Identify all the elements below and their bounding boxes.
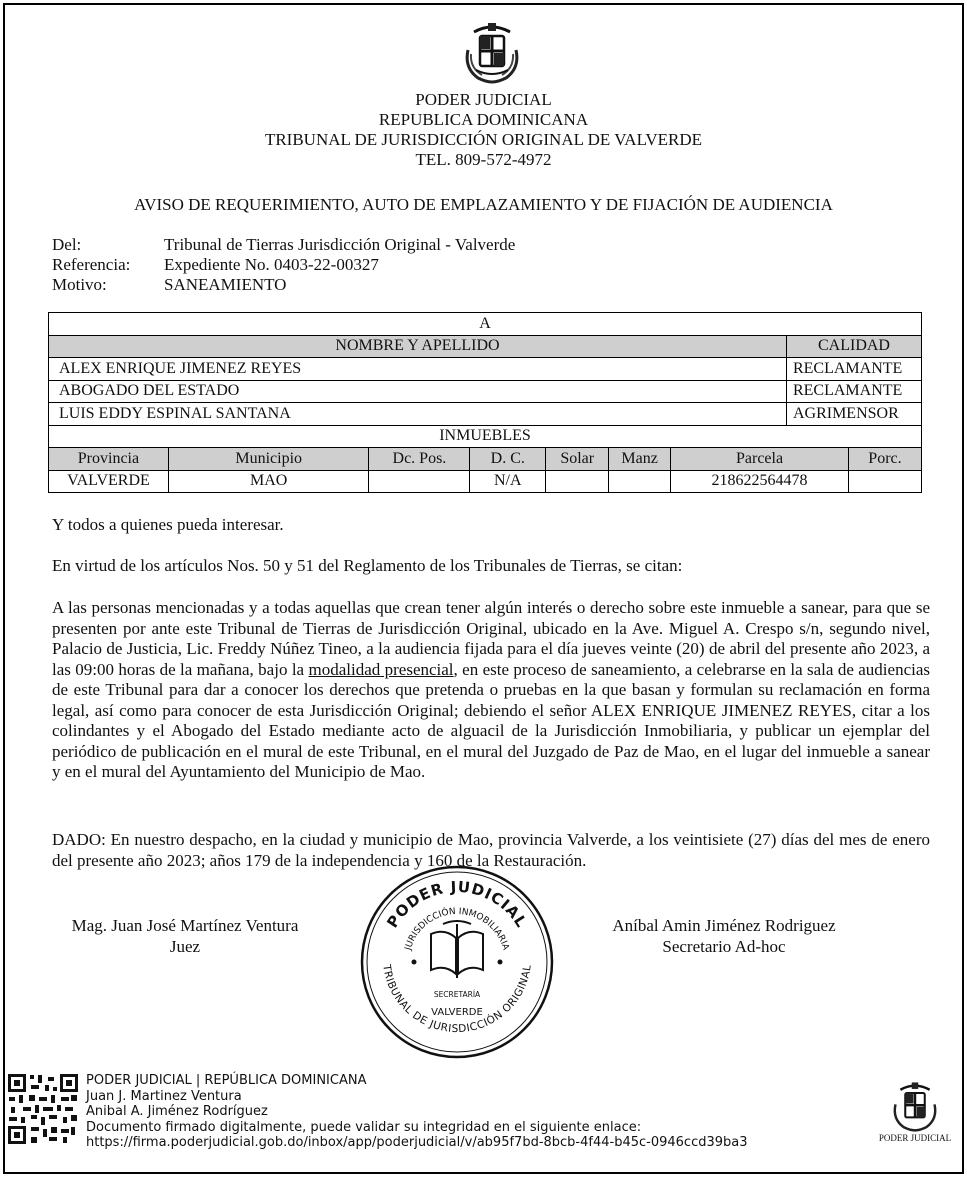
parties-property-table — [48, 312, 922, 493]
coat-of-arms-icon — [890, 1080, 940, 1132]
party-quality: RECLAMANTE — [786, 380, 921, 403]
col-porc: Porc. — [848, 448, 921, 471]
party-quality: AGRIMENSOR — [786, 403, 921, 426]
parties-header-row — [49, 335, 922, 358]
header-institution: PODER JUDICIAL — [415, 90, 552, 109]
party-quality: RECLAMANTE — [786, 358, 921, 381]
quality-column-header: CALIDAD — [786, 335, 921, 358]
qr-code-icon — [7, 1073, 79, 1145]
col-municipio: Municipio — [168, 448, 369, 471]
seal-bottom-text: TRIBUNAL DE JURISDICCIÓN ORIGINAL — [380, 963, 534, 1036]
main-paragraph-part-2: , en este proceso de saneamiento, a celebrarse en la sala de audiencias de este Tribunal para dar a conocer los derechos que pretenda o pruebas en la que basan y formulan su reclamación en forma legal, así como para conocer de esta Jurisdicción Original; debiendo el señor ALEX ENRIQUE JIMENEZ REYES, citar a los colindantes y el Abogado del Estado mediante acto de alguacil de la Jurisdicción Inmobiliaria, y publicar un ejemplar del periódico de publicación en el mural de este Tribunal, en el mural del Juzgado de Paz de Mao, en el lugar del inmueble a sanear y en el mural del Ayuntamiento del Municipio de Mao. — [52, 659, 931, 781]
footer-signer-2: Anibal A. Jiménez Rodríguez — [86, 1104, 268, 1120]
party-name: ALEX ENRIQUE JIMENEZ REYES — [49, 358, 787, 381]
header-tribunal: TRIBUNAL DE JURISDICCIÓN ORIGINAL DE VALVERDE — [264, 130, 703, 149]
seal-city: VALVERDE — [431, 1007, 483, 1018]
citation-intro-paragraph: En virtud de los artículos Nos. 50 y 51 del Reglamento de los Tribunales de Tierras, se citan: — [52, 556, 683, 575]
meta-label: Del: — [52, 235, 82, 254]
secretary-signature-block — [588, 915, 860, 957]
cell-dc-pos — [369, 470, 470, 493]
judge-signature-block — [50, 915, 320, 957]
property-row — [49, 470, 922, 493]
seal-book-icon — [431, 921, 483, 978]
meta-row-referencia — [52, 255, 515, 275]
judge-name: Mag. Juan José Martínez Ventura — [71, 916, 299, 935]
footer-institution: PODER JUDICIAL | REPÚBLICA DOMINICANA — [86, 1073, 367, 1088]
footer-validation-link[interactable]: https://firma.poderjudicial.gob.do/inbox/app/poderjudicial/v/ab95f7bd-8bcb-4f44-b45c-0946ccd39ba3 — [86, 1135, 748, 1151]
section-row — [49, 313, 922, 336]
cell-dc: N/A — [470, 470, 546, 493]
main-paragraph-part-1: A las personas mencionadas y a todas aquellas que crean tener algún interés o derecho sobre este inmueble a sanear, para que se presenten por ante este Tribunal de Tierras de Jurisdicción Original, ubicado en la Ave. Miguel A. Crespo s/n, segundo nivel, Palacio de Justicia, Lic. Freddy Núñez Tineo, a la audiencia fijada para el día jueves veinte (20) de abril del presente año 2023, a las 09:00 horas de la mañana, bajo la — [52, 598, 930, 679]
svg-text:PODER JUDICIAL — [383, 878, 530, 931]
meta-value: Expediente No. 0403-22-00327 — [164, 255, 379, 274]
document-header — [0, 90, 967, 170]
col-dc: D. C. — [470, 448, 546, 471]
cell-manz — [609, 470, 671, 493]
header-phone: TEL. 809-572-4972 — [415, 150, 552, 169]
cell-porc — [848, 470, 921, 493]
meta-label: Motivo: — [52, 275, 107, 294]
meta-value: SANEAMIENTO — [164, 275, 287, 294]
digital-signature-footer — [86, 1073, 748, 1151]
cell-provincia: VALVERDE — [49, 470, 169, 493]
footer-signer-1: Juan J. Martinez Ventura — [86, 1088, 242, 1104]
col-parcela: Parcela — [671, 448, 849, 471]
table-row — [49, 403, 922, 426]
secretary-title: Secretario Ad-hoc — [662, 937, 786, 956]
notice-title: AVISO DE REQUERIMIENTO, AUTO DE EMPLAZAMIENTO Y DE FIJACIÓN DE AUDIENCIA — [134, 195, 833, 214]
official-seal — [357, 862, 557, 1062]
meta-value: Tribunal de Tierras Jurisdicción Original - Valverde — [164, 235, 516, 254]
meta-row-motivo — [52, 275, 515, 295]
judge-title: Juez — [169, 937, 201, 956]
inmuebles-row — [49, 425, 922, 448]
seal-top-text: PODER JUDICIAL — [383, 877, 531, 932]
modality-underlined: modalidad presencial — [308, 659, 454, 679]
greeting-paragraph: Y todos a quienes pueda interesar. — [52, 515, 284, 534]
secretary-name: Aníbal Amin Jiménez Rodriguez — [612, 916, 836, 935]
seal-inner-text: JURISDICCIÓN INMOBILIARIA — [403, 906, 511, 952]
footer-validation-note: Documento firmado digitalmente, puede validar su integridad en el siguiente enlace: — [86, 1119, 642, 1135]
name-column-header: NOMBRE Y APELLIDO — [49, 335, 787, 358]
dado-paragraph: DADO: En nuestro despacho, en la ciudad y municipio de Mao, provincia Valverde, a los veintisiete (27) días del mes de enero del presente año 2023; años 179 de la independencia y 160 de la Restauración. — [52, 830, 930, 870]
col-provincia: Provincia — [49, 448, 169, 471]
party-name: LUIS EDDY ESPINAL SANTANA — [49, 403, 787, 426]
party-name: ABOGADO DEL ESTADO — [49, 380, 787, 403]
inmuebles-label: INMUEBLES — [49, 425, 922, 448]
cell-municipio: MAO — [168, 470, 369, 493]
table-row — [49, 358, 922, 381]
main-paragraph — [52, 598, 930, 783]
col-solar: Solar — [546, 448, 609, 471]
col-dc-pos: Dc. Pos. — [369, 448, 470, 471]
cell-solar — [546, 470, 609, 493]
emblem-caption: PODER JUDICIAL — [878, 1133, 952, 1143]
case-metadata — [52, 235, 515, 295]
meta-row-del — [52, 235, 515, 255]
coat-of-arms-icon — [462, 20, 522, 84]
seal-secretaria: SECRETARÍA — [433, 990, 481, 999]
section-a-label: A — [49, 313, 922, 336]
table-row — [49, 380, 922, 403]
col-manz: Manz — [609, 448, 671, 471]
cell-parcela: 218622564478 — [671, 470, 849, 493]
header-country: REPUBLICA DOMINICANA — [378, 110, 589, 129]
property-header-row — [49, 448, 922, 471]
meta-label: Referencia: — [52, 255, 131, 274]
